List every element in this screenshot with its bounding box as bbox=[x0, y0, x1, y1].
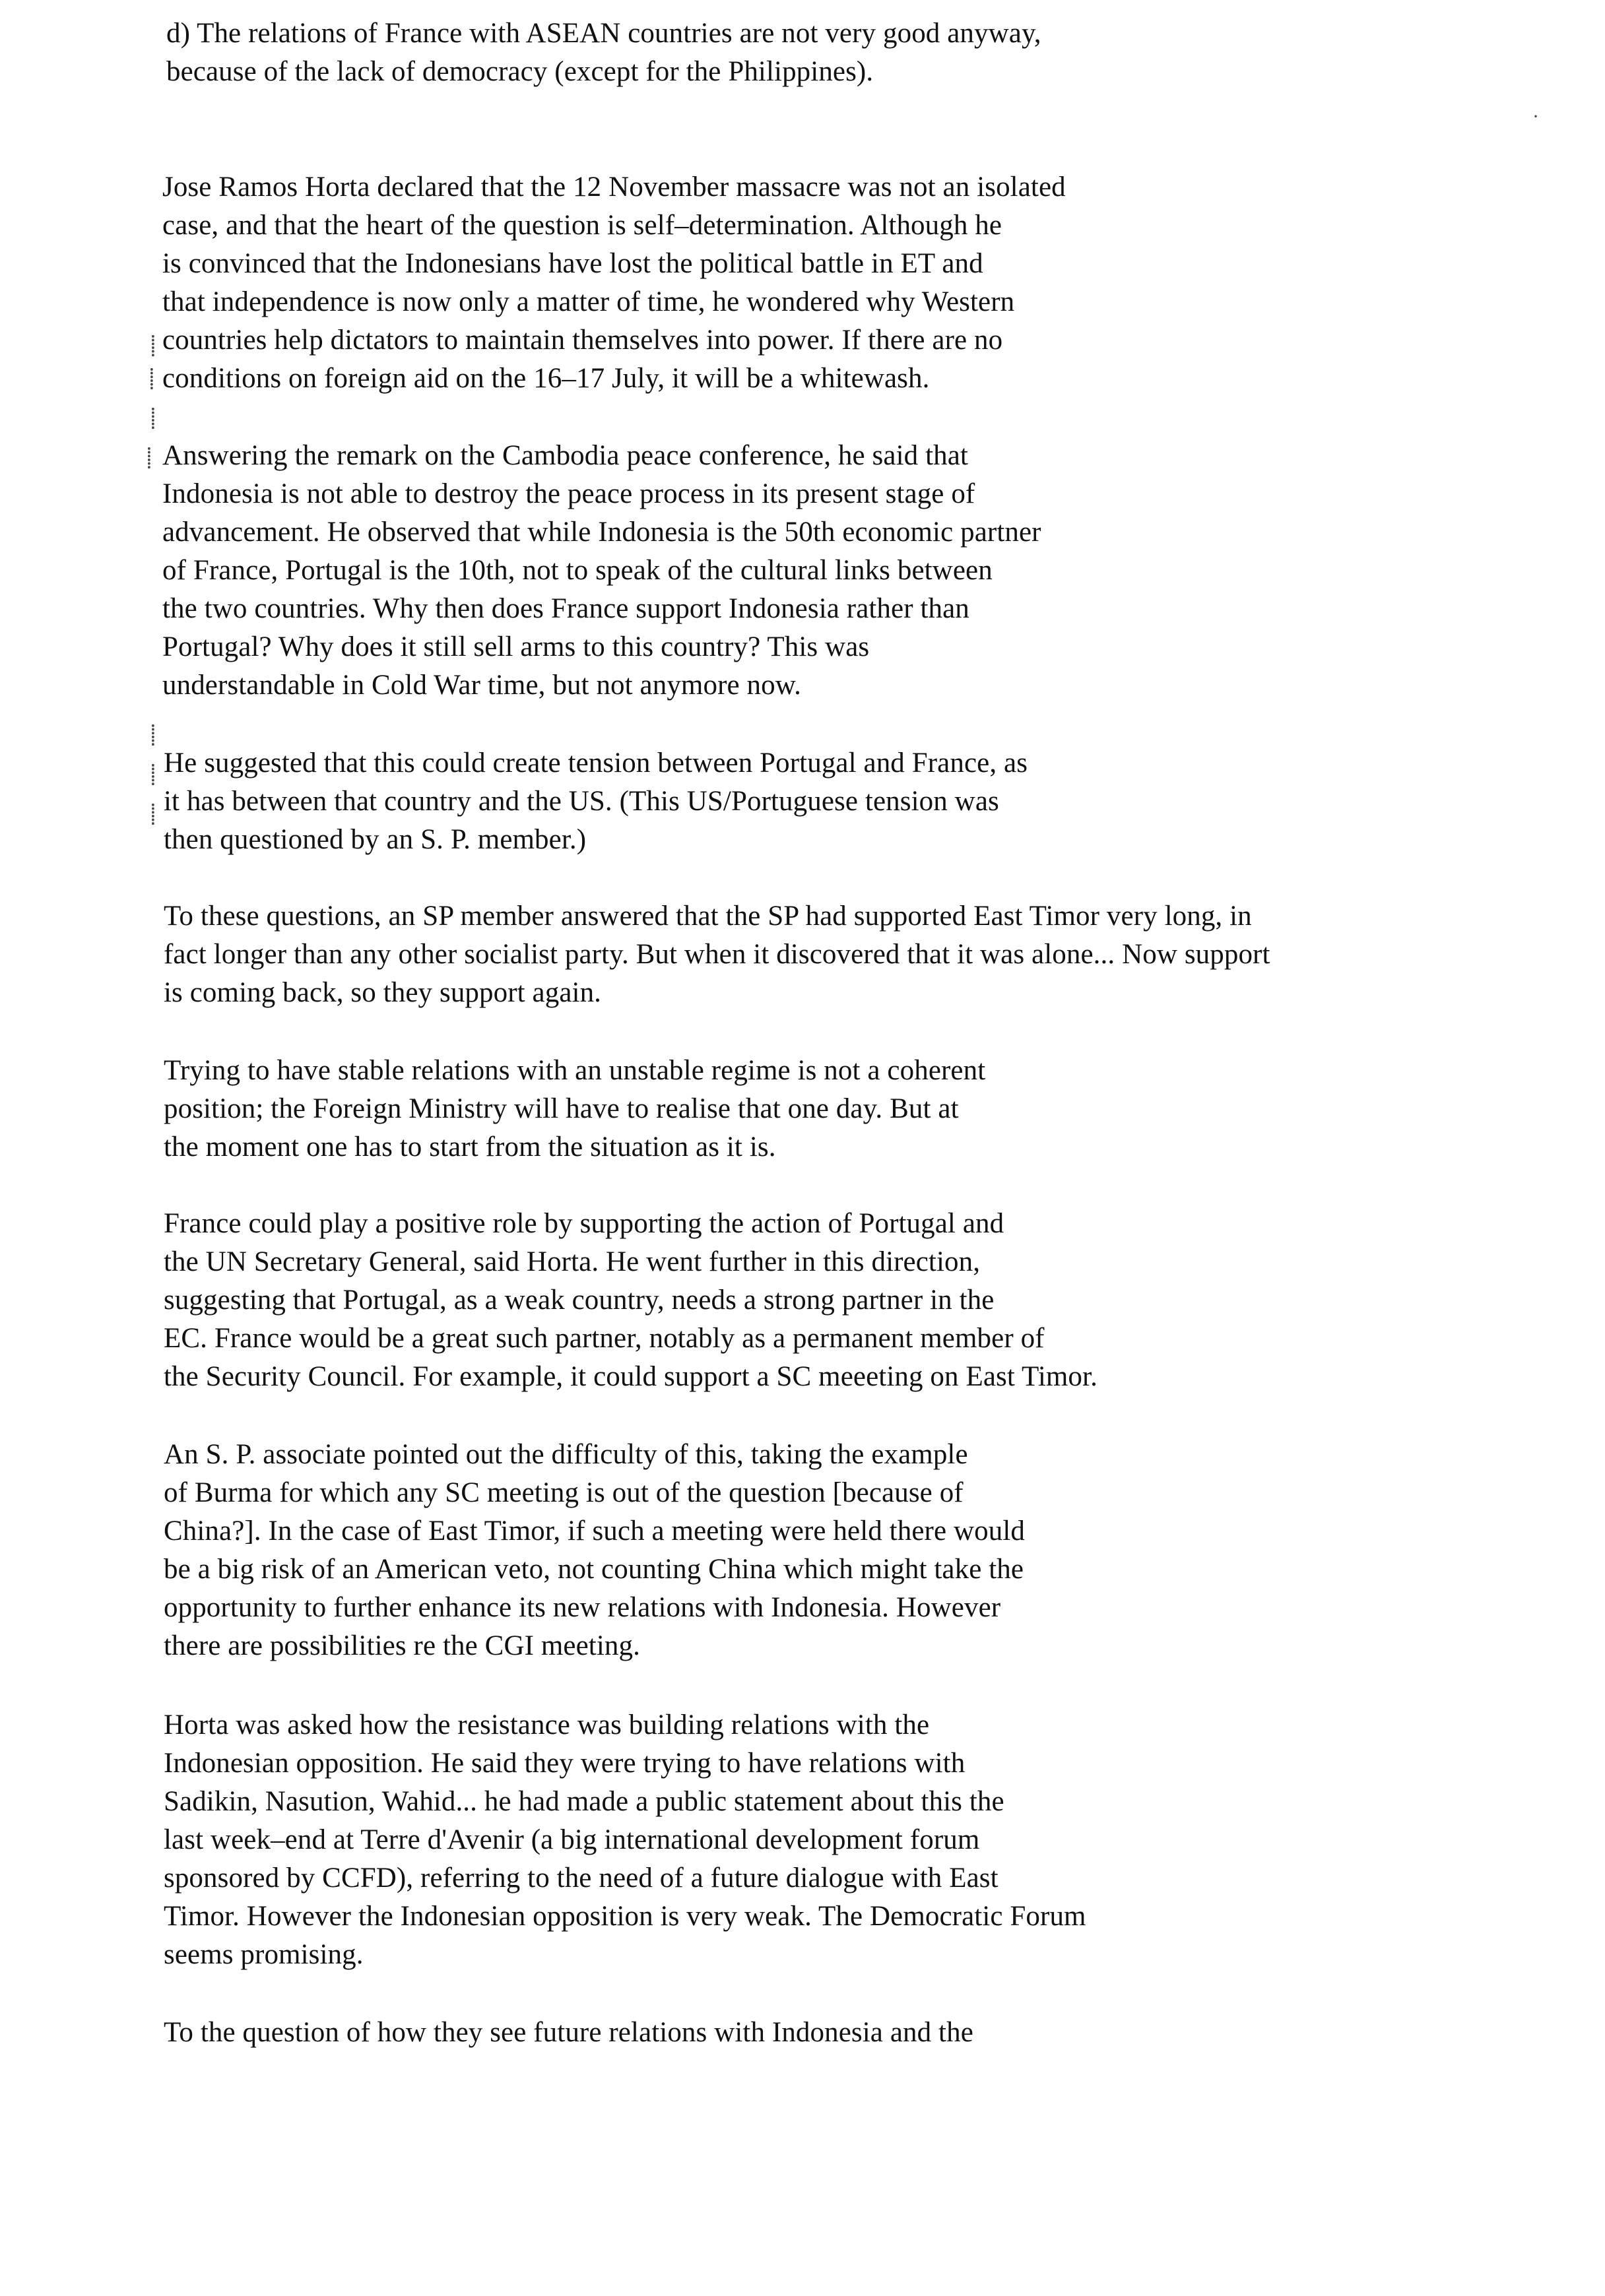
paragraph-stable-relations: Trying to have stable relations with an unstable regime is not a coherent position; the Foreign Ministry will have to realise that one day. But at the moment one has to start from the situation as it is. bbox=[164, 1055, 986, 1163]
paragraph-asean-relations: d) The relations of France with ASEAN countries are not very good anyway, because of the lack of democracy (except for the Philippines). bbox=[166, 18, 1041, 87]
margin-tick-mark: ⸽ bbox=[150, 724, 156, 746]
margin-tick-mark: ⸽ bbox=[147, 447, 152, 469]
margin-tick-mark: ⸽ bbox=[149, 368, 154, 390]
paragraph-portugal-tension: He suggested that this could create tension between Portugal and France, as it has between that country and the US. (This US/Portuguese tension was then questioned by an S. P. member.) bbox=[164, 748, 1028, 855]
paragraph-indonesian-opposition: Horta was asked how the resistance was building relations with the Indonesian opposition. He said they were trying to have relations with Sadikin, Nasution, Wahid... he had made a public statement about this the last week–end at Terre d'Avenir (a big international development forum sponsored by CCFD), referring to the need of a future dialogue with East Timor. However the Indonesian opposition is very weak. The Democratic Forum seems promising. bbox=[164, 1709, 1086, 1970]
paragraph-sp-answer: To these questions, an SP member answered that the SP had supported East Timor very long, in fact longer than any other socialist party. But when it discovered that it was alone... Now support is coming back, so they support again. bbox=[164, 901, 1270, 1008]
margin-tick-mark: · bbox=[1532, 106, 1539, 127]
paragraph-future-relations: To the question of how they see future relations with Indonesia and the bbox=[164, 2017, 973, 2048]
paragraph-sp-associate: An S. P. associate pointed out the difficulty of this, taking the example of Burma for which any SC meeting is out of the question [because of China?]. In the case of East Timor, if such a meeting were held there would be a big risk of an American veto, not counting China which might take the opportunity to further enhance its new relations with Indonesia. However there are possibilities re the CGI meeting. bbox=[164, 1439, 1025, 1661]
margin-tick-mark: ⸽ bbox=[150, 804, 156, 825]
margin-tick-mark: ⸽ bbox=[150, 335, 156, 357]
margin-tick-mark: ⸽ bbox=[150, 408, 156, 430]
margin-tick-mark: ⸽ bbox=[150, 764, 156, 786]
paragraph-cambodia-remark: Answering the remark on the Cambodia peace conference, he said that Indonesia is not able to destroy the peace process in its present stage of advancement. He observed that while Indonesia is the 50th economic partner of France, Portugal is the 10th, not to speak of the cultural links between the two countries. Why then does France support Indonesia rather than Portugal? Why does it still sell arms to this country? This was understandable in Cold War time, but not anymore now. bbox=[162, 440, 1041, 701]
paragraph-horta-declaration: Jose Ramos Horta declared that the 12 November massacre was not an isolated case, and that the heart of the question is self–determination. Although he is convinced that the Indonesians have lost the political battle in ET and that independence is now only a matter of time, he wondered why Western countries help dictators to maintain themselves into power. If there are no conditions on foreign aid on the 16–17 July, it will be a whitewash. bbox=[162, 172, 1066, 394]
paragraph-france-role: France could play a positive role by supporting the action of Portugal and the UN Secretary General, said Horta. He went further in this direction, suggesting that Portugal, as a weak country, needs a strong partner in the EC. France would be a great such partner, notably as a permanent member of the Security Council. For example, it could support a SC meeeting on East Timor. bbox=[164, 1208, 1097, 1392]
